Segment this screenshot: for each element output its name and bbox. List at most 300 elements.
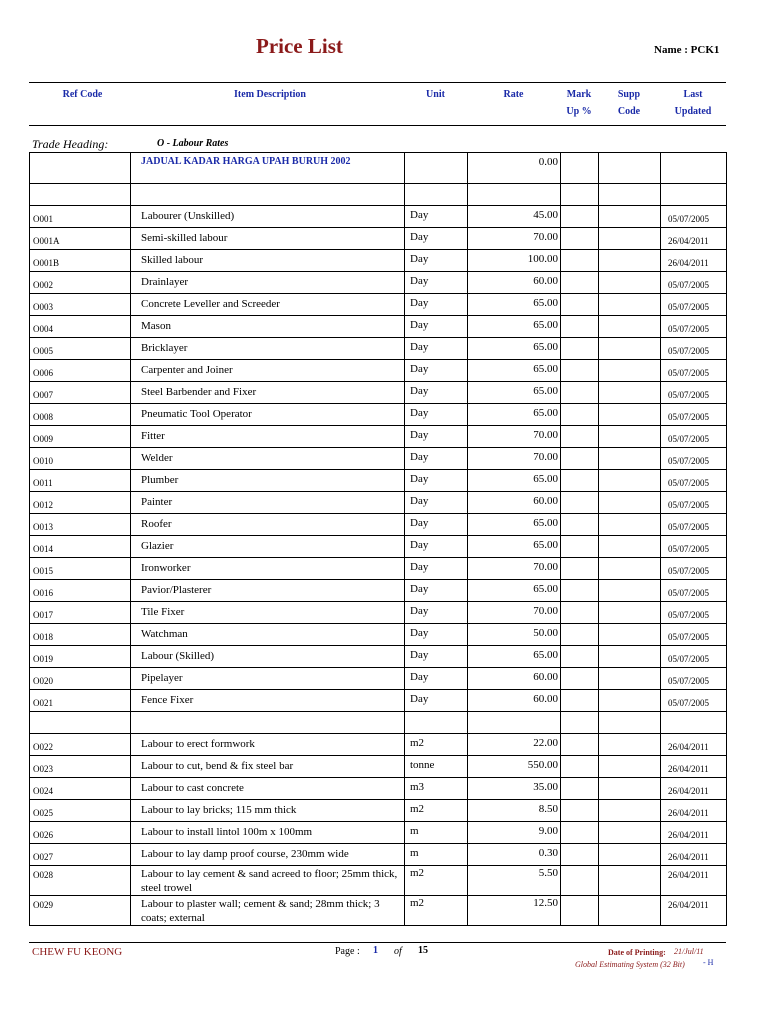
table-row bbox=[30, 844, 727, 866]
mark-up-cell bbox=[561, 756, 599, 778]
last-updated-cell: 05/07/2005 bbox=[661, 382, 727, 404]
ref-code-cell: O018 bbox=[30, 624, 131, 646]
description-cell: Pipelayer bbox=[131, 668, 405, 690]
unit-cell bbox=[405, 712, 468, 734]
supp-code-cell bbox=[599, 844, 661, 866]
name-label: Name : PCK1 bbox=[654, 44, 720, 56]
rate-cell: 35.00 bbox=[468, 778, 561, 800]
description-cell: Mason bbox=[131, 316, 405, 338]
supp-code-cell bbox=[599, 272, 661, 294]
last-updated-cell: 05/07/2005 bbox=[661, 316, 727, 338]
rate-cell: 45.00 bbox=[468, 206, 561, 228]
mark-up-cell bbox=[561, 404, 599, 426]
ref-code-cell: O015 bbox=[30, 558, 131, 580]
last-updated-cell: 05/07/2005 bbox=[661, 690, 727, 712]
rate-cell: 60.00 bbox=[468, 272, 561, 294]
unit-cell: Day bbox=[405, 426, 468, 448]
last-updated-cell bbox=[661, 153, 727, 184]
rate-cell: 65.00 bbox=[468, 338, 561, 360]
last-updated-cell: 26/04/2011 bbox=[661, 822, 727, 844]
mark-up-cell bbox=[561, 184, 599, 206]
last-updated-cell: 05/07/2005 bbox=[661, 668, 727, 690]
ref-code-cell bbox=[30, 712, 131, 734]
mark-up-cell bbox=[561, 250, 599, 272]
rate-cell: 70.00 bbox=[468, 602, 561, 624]
header-last-updated-line1: Last bbox=[683, 89, 703, 100]
blank-row bbox=[30, 184, 727, 206]
footer-divider bbox=[29, 942, 726, 943]
last-updated-cell: 05/07/2005 bbox=[661, 558, 727, 580]
unit-cell: m2 bbox=[405, 896, 468, 926]
description-cell: Pavior/Plasterer bbox=[131, 580, 405, 602]
last-updated-cell: 05/07/2005 bbox=[661, 624, 727, 646]
rate-cell: 0.00 bbox=[468, 153, 561, 184]
mark-up-cell bbox=[561, 602, 599, 624]
mark-up-cell bbox=[561, 668, 599, 690]
rate-cell: 65.00 bbox=[468, 514, 561, 536]
table-row bbox=[30, 294, 727, 316]
unit-cell: Day bbox=[405, 338, 468, 360]
table-row bbox=[30, 800, 727, 822]
table-row bbox=[30, 778, 727, 800]
ref-code-cell: O005 bbox=[30, 338, 131, 360]
table-row bbox=[30, 896, 727, 926]
rate-cell: 65.00 bbox=[468, 580, 561, 602]
unit-cell: Day bbox=[405, 690, 468, 712]
table-row bbox=[30, 250, 727, 272]
rate-cell: 65.00 bbox=[468, 360, 561, 382]
header-mark-up bbox=[560, 86, 598, 120]
description-cell: Watchman bbox=[131, 624, 405, 646]
rate-cell: 60.00 bbox=[468, 492, 561, 514]
page-title: Price List bbox=[256, 34, 343, 58]
ref-code-cell: O004 bbox=[30, 316, 131, 338]
rate-cell: 60.00 bbox=[468, 668, 561, 690]
header-supp-code bbox=[598, 86, 660, 120]
mark-up-cell bbox=[561, 778, 599, 800]
description-cell: Carpenter and Joiner bbox=[131, 360, 405, 382]
description-cell bbox=[131, 712, 405, 734]
unit-cell: m2 bbox=[405, 866, 468, 896]
mark-up-cell bbox=[561, 558, 599, 580]
description-cell: Fence Fixer bbox=[131, 690, 405, 712]
last-updated-cell: 26/04/2011 bbox=[661, 844, 727, 866]
page-total: 15 bbox=[418, 945, 428, 956]
table-row bbox=[30, 492, 727, 514]
table-row bbox=[30, 360, 727, 382]
description-cell: Roofer bbox=[131, 514, 405, 536]
mark-up-cell bbox=[561, 866, 599, 896]
unit-cell: Day bbox=[405, 206, 468, 228]
unit-cell: Day bbox=[405, 250, 468, 272]
mark-up-cell bbox=[561, 316, 599, 338]
description-cell bbox=[131, 184, 405, 206]
rate-cell: 70.00 bbox=[468, 448, 561, 470]
supp-code-cell bbox=[599, 536, 661, 558]
table-row bbox=[30, 470, 727, 492]
unit-cell: m2 bbox=[405, 734, 468, 756]
table-row bbox=[30, 514, 727, 536]
unit-cell: Day bbox=[405, 404, 468, 426]
table-row bbox=[30, 228, 727, 250]
rate-cell: 65.00 bbox=[468, 316, 561, 338]
section-heading-row bbox=[30, 153, 727, 184]
ref-code-cell: O025 bbox=[30, 800, 131, 822]
unit-cell: Day bbox=[405, 360, 468, 382]
ref-code-cell: O020 bbox=[30, 668, 131, 690]
ref-code-cell bbox=[30, 153, 131, 184]
supp-code-cell bbox=[599, 866, 661, 896]
mark-up-cell bbox=[561, 646, 599, 668]
mark-up-cell bbox=[561, 624, 599, 646]
table-row bbox=[30, 580, 727, 602]
description-cell: Tile Fixer bbox=[131, 602, 405, 624]
rate-cell: 100.00 bbox=[468, 250, 561, 272]
ref-code-cell: O021 bbox=[30, 690, 131, 712]
mark-up-cell bbox=[561, 228, 599, 250]
ref-code-cell: O027 bbox=[30, 844, 131, 866]
ref-code-cell bbox=[30, 184, 131, 206]
supp-code-cell bbox=[599, 580, 661, 602]
supp-code-cell bbox=[599, 382, 661, 404]
last-updated-cell: 26/04/2011 bbox=[661, 778, 727, 800]
column-header-bar bbox=[29, 82, 726, 126]
supp-code-cell bbox=[599, 360, 661, 382]
unit-cell bbox=[405, 184, 468, 206]
table-row bbox=[30, 382, 727, 404]
ref-code-cell: O029 bbox=[30, 896, 131, 926]
last-updated-cell: 05/07/2005 bbox=[661, 206, 727, 228]
rate-cell: 70.00 bbox=[468, 228, 561, 250]
description-cell: Labourer (Unskilled) bbox=[131, 206, 405, 228]
ref-code-cell: O023 bbox=[30, 756, 131, 778]
supp-code-cell bbox=[599, 756, 661, 778]
price-table bbox=[29, 152, 727, 926]
supp-code-cell bbox=[599, 448, 661, 470]
rate-cell: 65.00 bbox=[468, 536, 561, 558]
rate-cell: 70.00 bbox=[468, 558, 561, 580]
ref-code-cell: O001B bbox=[30, 250, 131, 272]
unit-cell: Day bbox=[405, 492, 468, 514]
page-of-label: of bbox=[394, 946, 402, 957]
ref-code-cell: O006 bbox=[30, 360, 131, 382]
mark-up-cell bbox=[561, 153, 599, 184]
supp-code-cell bbox=[599, 778, 661, 800]
header-last-updated-line2: Updated bbox=[674, 106, 712, 117]
unit-cell: m bbox=[405, 822, 468, 844]
description-cell: Fitter bbox=[131, 426, 405, 448]
last-updated-cell: 05/07/2005 bbox=[661, 492, 727, 514]
unit-cell: m3 bbox=[405, 778, 468, 800]
table-row bbox=[30, 558, 727, 580]
last-updated-cell: 05/07/2005 bbox=[661, 646, 727, 668]
header-last-updated bbox=[660, 86, 726, 120]
ref-code-cell: O013 bbox=[30, 514, 131, 536]
description-cell: Semi-skilled labour bbox=[131, 228, 405, 250]
last-updated-cell: 26/04/2011 bbox=[661, 734, 727, 756]
last-updated-cell: 05/07/2005 bbox=[661, 272, 727, 294]
mark-up-cell bbox=[561, 514, 599, 536]
header-supp-code-line2: Code bbox=[617, 106, 641, 117]
rate-cell bbox=[468, 712, 561, 734]
supp-code-cell bbox=[599, 338, 661, 360]
ref-code-cell: O003 bbox=[30, 294, 131, 316]
supp-code-cell bbox=[599, 250, 661, 272]
description-cell: Glazier bbox=[131, 536, 405, 558]
ref-code-cell: O026 bbox=[30, 822, 131, 844]
rate-cell: 50.00 bbox=[468, 624, 561, 646]
mark-up-cell bbox=[561, 712, 599, 734]
supp-code-cell bbox=[599, 712, 661, 734]
table-row bbox=[30, 536, 727, 558]
description-cell: Labour to lay damp proof course, 230mm wide bbox=[131, 844, 405, 866]
table-row bbox=[30, 690, 727, 712]
rate-cell: 550.00 bbox=[468, 756, 561, 778]
mark-up-cell bbox=[561, 426, 599, 448]
last-updated-cell: 05/07/2005 bbox=[661, 426, 727, 448]
rate-cell: 5.50 bbox=[468, 866, 561, 896]
description-cell: Labour to lay cement & sand acreed to floor; 25mm thick, steel trowel bbox=[131, 866, 405, 896]
last-updated-cell: 05/07/2005 bbox=[661, 404, 727, 426]
header-supp-code-line1: Supp bbox=[617, 89, 641, 100]
supp-code-cell bbox=[599, 734, 661, 756]
last-updated-cell: 26/04/2011 bbox=[661, 866, 727, 896]
mark-up-cell bbox=[561, 800, 599, 822]
header-ref-code: Ref Code bbox=[62, 89, 103, 100]
unit-cell: Day bbox=[405, 514, 468, 536]
rate-cell: 22.00 bbox=[468, 734, 561, 756]
unit-cell bbox=[405, 153, 468, 184]
mark-up-cell bbox=[561, 844, 599, 866]
mark-up-cell bbox=[561, 294, 599, 316]
trade-heading-value: O - Labour Rates bbox=[157, 138, 229, 149]
last-updated-cell bbox=[661, 184, 727, 206]
description-cell: Ironworker bbox=[131, 558, 405, 580]
last-updated-cell: 05/07/2005 bbox=[661, 470, 727, 492]
supp-code-cell bbox=[599, 470, 661, 492]
description-cell: Labour to lay bricks; 115 mm thick bbox=[131, 800, 405, 822]
last-updated-cell: 26/04/2011 bbox=[661, 756, 727, 778]
unit-cell: Day bbox=[405, 624, 468, 646]
last-updated-cell: 05/07/2005 bbox=[661, 360, 727, 382]
supp-code-cell bbox=[599, 822, 661, 844]
mark-up-cell bbox=[561, 338, 599, 360]
description-cell: Skilled labour bbox=[131, 250, 405, 272]
last-updated-cell: 26/04/2011 bbox=[661, 800, 727, 822]
table-row bbox=[30, 624, 727, 646]
supp-code-cell bbox=[599, 624, 661, 646]
system-suffix: - H bbox=[703, 958, 714, 967]
description-cell: Labour to install lintol 100m x 100mm bbox=[131, 822, 405, 844]
table-row bbox=[30, 338, 727, 360]
rate-cell: 12.50 bbox=[468, 896, 561, 926]
unit-cell: tonne bbox=[405, 756, 468, 778]
unit-cell: Day bbox=[405, 536, 468, 558]
mark-up-cell bbox=[561, 206, 599, 228]
ref-code-cell: O009 bbox=[30, 426, 131, 448]
mark-up-cell bbox=[561, 896, 599, 926]
table-row bbox=[30, 404, 727, 426]
ref-code-cell: O007 bbox=[30, 382, 131, 404]
unit-cell: Day bbox=[405, 470, 468, 492]
ref-code-cell: O028 bbox=[30, 866, 131, 896]
last-updated-cell: 05/07/2005 bbox=[661, 448, 727, 470]
supp-code-cell bbox=[599, 228, 661, 250]
supp-code-cell bbox=[599, 426, 661, 448]
ref-code-cell: O016 bbox=[30, 580, 131, 602]
page-number: 1 bbox=[373, 945, 378, 956]
unit-cell: Day bbox=[405, 382, 468, 404]
description-cell: Labour to cast concrete bbox=[131, 778, 405, 800]
table-row bbox=[30, 866, 727, 896]
header-unit: Unit bbox=[426, 89, 445, 100]
last-updated-cell: 05/07/2005 bbox=[661, 602, 727, 624]
mark-up-cell bbox=[561, 360, 599, 382]
ref-code-cell: O010 bbox=[30, 448, 131, 470]
last-updated-cell: 05/07/2005 bbox=[661, 294, 727, 316]
mark-up-cell bbox=[561, 272, 599, 294]
mark-up-cell bbox=[561, 580, 599, 602]
last-updated-cell: 26/04/2011 bbox=[661, 250, 727, 272]
author-name: CHEW FU KEONG bbox=[32, 946, 123, 958]
supp-code-cell bbox=[599, 316, 661, 338]
ref-code-cell: O011 bbox=[30, 470, 131, 492]
unit-cell: Day bbox=[405, 294, 468, 316]
last-updated-cell: 05/07/2005 bbox=[661, 580, 727, 602]
unit-cell: Day bbox=[405, 646, 468, 668]
mark-up-cell bbox=[561, 536, 599, 558]
header-rate: Rate bbox=[503, 89, 524, 100]
rate-cell: 65.00 bbox=[468, 404, 561, 426]
printing-date: 21/Jul/11 bbox=[674, 947, 704, 956]
supp-code-cell bbox=[599, 646, 661, 668]
table-row bbox=[30, 448, 727, 470]
table-row bbox=[30, 206, 727, 228]
supp-code-cell bbox=[599, 690, 661, 712]
supp-code-cell bbox=[599, 492, 661, 514]
last-updated-cell: 05/07/2005 bbox=[661, 536, 727, 558]
unit-cell: Day bbox=[405, 272, 468, 294]
supp-code-cell bbox=[599, 558, 661, 580]
supp-code-cell bbox=[599, 668, 661, 690]
supp-code-cell bbox=[599, 294, 661, 316]
last-updated-cell: 05/07/2005 bbox=[661, 514, 727, 536]
printing-date-label: Date of Printing: bbox=[608, 948, 666, 957]
rate-cell: 65.00 bbox=[468, 646, 561, 668]
supp-code-cell bbox=[599, 800, 661, 822]
unit-cell: m bbox=[405, 844, 468, 866]
header-item-description: Item Description bbox=[234, 89, 306, 100]
table-row bbox=[30, 646, 727, 668]
unit-cell: Day bbox=[405, 558, 468, 580]
description-cell: Drainlayer bbox=[131, 272, 405, 294]
description-cell: Pneumatic Tool Operator bbox=[131, 404, 405, 426]
unit-cell: m2 bbox=[405, 800, 468, 822]
table-row bbox=[30, 756, 727, 778]
page-label: Page : bbox=[335, 946, 360, 957]
supp-code-cell bbox=[599, 184, 661, 206]
description-cell: Welder bbox=[131, 448, 405, 470]
mark-up-cell bbox=[561, 822, 599, 844]
description-cell: Labour to erect formwork bbox=[131, 734, 405, 756]
rate-cell: 9.00 bbox=[468, 822, 561, 844]
ref-code-cell: O001A bbox=[30, 228, 131, 250]
ref-code-cell: O002 bbox=[30, 272, 131, 294]
last-updated-cell bbox=[661, 712, 727, 734]
ref-code-cell: O024 bbox=[30, 778, 131, 800]
description-cell: Painter bbox=[131, 492, 405, 514]
rate-cell bbox=[468, 184, 561, 206]
mark-up-cell bbox=[561, 470, 599, 492]
table-row bbox=[30, 734, 727, 756]
blank-row bbox=[30, 712, 727, 734]
rate-cell: 8.50 bbox=[468, 800, 561, 822]
mark-up-cell bbox=[561, 382, 599, 404]
mark-up-cell bbox=[561, 734, 599, 756]
rate-cell: 65.00 bbox=[468, 382, 561, 404]
table-row bbox=[30, 272, 727, 294]
last-updated-cell: 26/04/2011 bbox=[661, 228, 727, 250]
unit-cell: Day bbox=[405, 228, 468, 250]
description-cell: Bricklayer bbox=[131, 338, 405, 360]
supp-code-cell bbox=[599, 153, 661, 184]
unit-cell: Day bbox=[405, 602, 468, 624]
unit-cell: Day bbox=[405, 580, 468, 602]
table-row bbox=[30, 426, 727, 448]
ref-code-cell: O014 bbox=[30, 536, 131, 558]
ref-code-cell: O019 bbox=[30, 646, 131, 668]
rate-cell: 65.00 bbox=[468, 294, 561, 316]
ref-code-cell: O022 bbox=[30, 734, 131, 756]
ref-code-cell: O008 bbox=[30, 404, 131, 426]
mark-up-cell bbox=[561, 690, 599, 712]
description-cell: Steel Barbender and Fixer bbox=[131, 382, 405, 404]
unit-cell: Day bbox=[405, 668, 468, 690]
rate-cell: 65.00 bbox=[468, 470, 561, 492]
supp-code-cell bbox=[599, 896, 661, 926]
supp-code-cell bbox=[599, 404, 661, 426]
description-cell: Labour (Skilled) bbox=[131, 646, 405, 668]
unit-cell: Day bbox=[405, 448, 468, 470]
unit-cell: Day bbox=[405, 316, 468, 338]
system-name: Global Estimating System (32 Bit) bbox=[575, 960, 685, 969]
mark-up-cell bbox=[561, 492, 599, 514]
table-row bbox=[30, 316, 727, 338]
rate-cell: 0.30 bbox=[468, 844, 561, 866]
supp-code-cell bbox=[599, 602, 661, 624]
description-cell: Labour to cut, bend & fix steel bar bbox=[131, 756, 405, 778]
description-cell: JADUAL KADAR HARGA UPAH BURUH 2002 bbox=[131, 153, 405, 184]
header-mark-up-line2: Up % bbox=[566, 106, 592, 117]
trade-heading-label: Trade Heading: bbox=[32, 137, 109, 151]
table-row bbox=[30, 822, 727, 844]
table-row bbox=[30, 668, 727, 690]
header-mark-up-line1: Mark bbox=[566, 89, 592, 100]
description-cell: Plumber bbox=[131, 470, 405, 492]
last-updated-cell: 05/07/2005 bbox=[661, 338, 727, 360]
table-row bbox=[30, 602, 727, 624]
ref-code-cell: O001 bbox=[30, 206, 131, 228]
ref-code-cell: O012 bbox=[30, 492, 131, 514]
description-cell: Labour to plaster wall; cement & sand; 28mm thick; 3 coats; external bbox=[131, 896, 405, 926]
ref-code-cell: O017 bbox=[30, 602, 131, 624]
mark-up-cell bbox=[561, 448, 599, 470]
description-cell: Concrete Leveller and Screeder bbox=[131, 294, 405, 316]
rate-cell: 60.00 bbox=[468, 690, 561, 712]
supp-code-cell bbox=[599, 514, 661, 536]
last-updated-cell: 26/04/2011 bbox=[661, 896, 727, 926]
rate-cell: 70.00 bbox=[468, 426, 561, 448]
